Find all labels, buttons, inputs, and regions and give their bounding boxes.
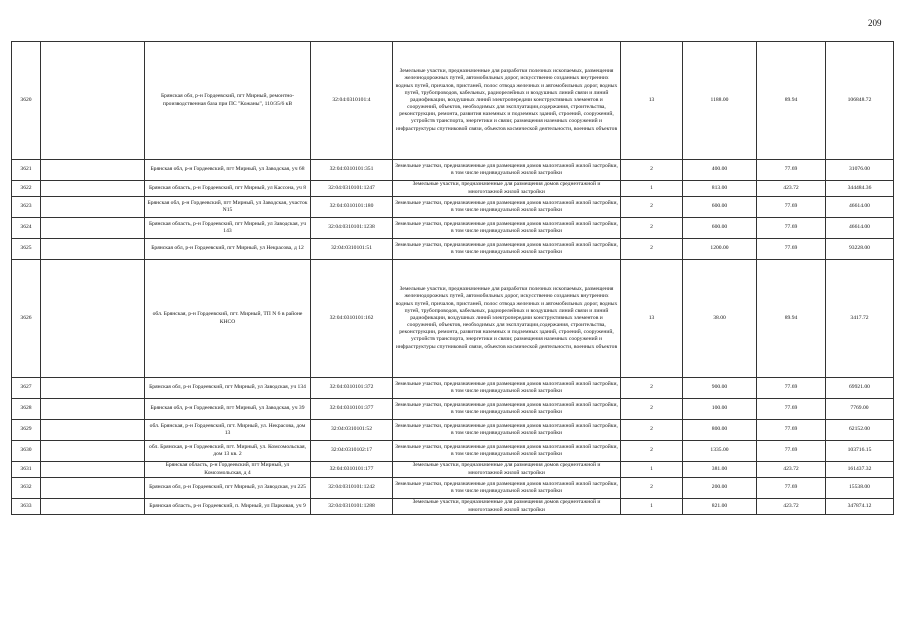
cadastral-number-cell: 32:04:0310101:180 bbox=[311, 197, 393, 218]
group-code-cell: 2 bbox=[621, 218, 683, 239]
cadastral-number-cell: 32:04:0310101:52 bbox=[311, 420, 393, 441]
specific-value-cell: 77.69 bbox=[757, 378, 826, 399]
cadastral-value-cell: 344484.36 bbox=[826, 181, 894, 197]
group-code-cell: 2 bbox=[621, 420, 683, 441]
table-row bbox=[12, 42, 894, 160]
group-code-cell: 2 bbox=[621, 160, 683, 181]
area-cell: 600.00 bbox=[683, 218, 757, 239]
land-use-cell: Земельные участки, предназначенные для размещения домов малоэтажной жилой застройки, в том числе индивидуальной жилой застройки bbox=[393, 420, 621, 441]
row-number: 3629 bbox=[12, 420, 41, 441]
page-number: 209 bbox=[868, 18, 882, 28]
cadastral-value-cell: 7769.00 bbox=[826, 399, 894, 420]
land-use-cell: Земельные участки, предназначенные для размещения домов среднеэтажной и многоэтажной жилой застройки bbox=[393, 181, 621, 197]
specific-value-cell: 77.69 bbox=[757, 399, 826, 420]
area-cell: 1335.00 bbox=[683, 441, 757, 462]
address-cell: Брянская обл, р-н Гордеевский, пгт Мирный, ул Заводская, уч 134 bbox=[145, 378, 311, 399]
row-number: 3624 bbox=[12, 218, 41, 239]
group-code-cell: 1 bbox=[621, 499, 683, 515]
specific-value-cell: 423.72 bbox=[757, 499, 826, 515]
cadastral-value-cell: 347874.12 bbox=[826, 499, 894, 515]
table-row bbox=[12, 239, 894, 260]
table-row bbox=[12, 399, 894, 420]
address-cell: Брянская обл, р-н Гордеевский, пгт Мирный, ул Заводская, участок N15 bbox=[145, 197, 311, 218]
cadastral-value-cell: 161437.32 bbox=[826, 462, 894, 478]
row-number: 3627 bbox=[12, 378, 41, 399]
cadastral-value-cell: 106848.72 bbox=[826, 42, 894, 160]
row-number: 3630 bbox=[12, 441, 41, 462]
specific-value-cell: 77.69 bbox=[757, 160, 826, 181]
row-number: 3621 bbox=[12, 160, 41, 181]
address-cell: Брянская обл, р-н Гордеевский, пгт Мирный, ул Заводская, уч 225 bbox=[145, 478, 311, 499]
blank-cell bbox=[41, 181, 145, 197]
land-use-cell: Земельные участки, предназначенные для размещения домов малоэтажной жилой застройки, в том числе индивидуальной жилой застройки bbox=[393, 478, 621, 499]
blank-cell bbox=[41, 160, 145, 181]
group-code-cell: 2 bbox=[621, 399, 683, 420]
cadastral-number-cell: 32:04:0310101:377 bbox=[311, 399, 393, 420]
area-cell: 600.00 bbox=[683, 197, 757, 218]
land-use-cell: Земельные участки, предназначенные для размещения домов среднеэтажной и многоэтажной жилой застройки bbox=[393, 499, 621, 515]
group-code-cell: 2 bbox=[621, 441, 683, 462]
row-number: 3633 bbox=[12, 499, 41, 515]
cadastral-value-cell: 46614.00 bbox=[826, 197, 894, 218]
cadastral-value-cell: 3417.72 bbox=[826, 260, 894, 378]
group-code-cell: 13 bbox=[621, 42, 683, 160]
table-row bbox=[12, 462, 894, 478]
area-cell: 200.00 bbox=[683, 478, 757, 499]
address-cell: обл. Брянская, р-н Гордеевский, пгт. Мирный, ул. Некрасова, дом 13 bbox=[145, 420, 311, 441]
specific-value-cell: 77.69 bbox=[757, 478, 826, 499]
address-cell: Брянская обл, р-н Гордеевский, пгт Мирный, ул Заводская, уч 39 bbox=[145, 399, 311, 420]
table-row bbox=[12, 197, 894, 218]
blank-cell bbox=[41, 42, 145, 160]
cadastral-value-cell: 69921.00 bbox=[826, 378, 894, 399]
address-cell: обл. Брянская, р-н Гордеевский, пгт. Мирный, ТП N 6 в районе КНСО bbox=[145, 260, 311, 378]
land-use-cell: Земельные участки, предназначенные для размещения домов малоэтажной жилой застройки, в том числе индивидуальной жилой застройки bbox=[393, 218, 621, 239]
table-row bbox=[12, 218, 894, 239]
area-cell: 381.00 bbox=[683, 462, 757, 478]
cadastral-value-cell: 31076.00 bbox=[826, 160, 894, 181]
cadastral-number-cell: 32:04:0310101:177 bbox=[311, 462, 393, 478]
land-use-cell: Земельные участки, предназначенные для разработки полезных ископаемых, размещения железнодорожных путей, автомобильных дорог, искусственно созданных внутренних водных путей, причалов, пристаней, полос отвода железных и автомобильных дорог, водных путей, трубопроводов, кабельных, радиорелейных и воздушных линий связи и линий радиофикации, воздушных линий электропередачи конструктивных элементов и сооружений, объектов, необходимых для эксплуатации,содержания, строительства, реконструкции, ремонта, развития наземных и подземных зданий, строений, сооружений, устройств транспорта, энергетики и связи; размещения наземных сооружений и инфраструктуры спутниковой связи, объектов космической деятельности, военных объектов bbox=[393, 42, 621, 160]
specific-value-cell: 423.72 bbox=[757, 462, 826, 478]
specific-value-cell: 77.69 bbox=[757, 218, 826, 239]
row-number: 3620 bbox=[12, 42, 41, 160]
area-cell: 800.00 bbox=[683, 420, 757, 441]
cadastral-number-cell: 32:04:0310101:4 bbox=[311, 42, 393, 160]
specific-value-cell: 77.69 bbox=[757, 441, 826, 462]
cadastral-value-cell: 15538.00 bbox=[826, 478, 894, 499]
address-cell: Брянская обл, р-н Гордеевский, пгт Мирный, ул Некрасова, д 12 bbox=[145, 239, 311, 260]
cadastral-number-cell: 32:04:0310101:372 bbox=[311, 378, 393, 399]
area-cell: 1188.00 bbox=[683, 42, 757, 160]
land-use-cell: Земельные участки, предназначенные для размещения домов среднеэтажной и многоэтажной жилой застройки bbox=[393, 462, 621, 478]
blank-cell bbox=[41, 260, 145, 378]
address-cell: Брянская область, р-н Гордеевский, пгт Мирный, ул Комсомольская, д 4 bbox=[145, 462, 311, 478]
row-number: 3628 bbox=[12, 399, 41, 420]
cadastral-value-cell: 46614.00 bbox=[826, 218, 894, 239]
blank-cell bbox=[41, 218, 145, 239]
table-row bbox=[12, 181, 894, 197]
cadastral-number-cell: 32:04:0310101:351 bbox=[311, 160, 393, 181]
group-code-cell: 2 bbox=[621, 239, 683, 260]
row-number: 3631 bbox=[12, 462, 41, 478]
land-use-cell: Земельные участки, предназначенные для разработки полезных ископаемых, размещения железнодорожных путей, автомобильных дорог, искусственно созданных внутренних водных путей, причалов, пристаней, полос отвода железных и автомобильных дорог, водных путей, трубопроводов, кабельных, радиорелейных и воздушных линий связи и линий радиофикации, воздушных линий электропередачи конструктивных элементов и сооружений, объектов, необходимых для эксплуатации,содержания, строительства, реконструкции, ремонта, развития наземных и подземных зданий, строений, сооружений, устройств транспорта, энергетики и связи; размещения наземных сооружений и инфраструктуры спутниковой связи, объектов космической деятельности, военных объектов bbox=[393, 260, 621, 378]
table-row bbox=[12, 378, 894, 399]
cadastral-number-cell: 32:04:0310101:1288 bbox=[311, 499, 393, 515]
cadastral-value-cell: 62152.00 bbox=[826, 420, 894, 441]
address-cell: Брянская обл, р-н Гордеевский, пгт Мирный, ул Заводская, уч 68 bbox=[145, 160, 311, 181]
land-use-cell: Земельные участки, предназначенные для размещения домов малоэтажной жилой застройки, в том числе индивидуальной жилой застройки bbox=[393, 239, 621, 260]
specific-value-cell: 77.69 bbox=[757, 420, 826, 441]
blank-cell bbox=[41, 499, 145, 515]
blank-cell bbox=[41, 239, 145, 260]
area-cell: 813.00 bbox=[683, 181, 757, 197]
cadastral-number-cell: 32:04:0310101:1238 bbox=[311, 218, 393, 239]
blank-cell bbox=[41, 399, 145, 420]
table-row bbox=[12, 160, 894, 181]
cadastral-number-cell: 32:04:0310101:162 bbox=[311, 260, 393, 378]
group-code-cell: 2 bbox=[621, 478, 683, 499]
blank-cell bbox=[41, 478, 145, 499]
row-number: 3622 bbox=[12, 181, 41, 197]
land-use-cell: Земельные участки, предназначенные для размещения домов малоэтажной жилой застройки, в том числе индивидуальной жилой застройки bbox=[393, 160, 621, 181]
address-cell: Брянская область, р-н Гордеевский, пгт Мирный, ул Заводская, уч 143 bbox=[145, 218, 311, 239]
blank-cell bbox=[41, 378, 145, 399]
table-row bbox=[12, 478, 894, 499]
blank-cell bbox=[41, 462, 145, 478]
area-cell: 400.00 bbox=[683, 160, 757, 181]
row-number: 3623 bbox=[12, 197, 41, 218]
area-cell: 900.00 bbox=[683, 378, 757, 399]
group-code-cell: 1 bbox=[621, 462, 683, 478]
cadastral-value-cell: 93228.00 bbox=[826, 239, 894, 260]
cadastral-number-cell: 32:04:0310101:1247 bbox=[311, 181, 393, 197]
specific-value-cell: 77.69 bbox=[757, 239, 826, 260]
area-cell: 821.00 bbox=[683, 499, 757, 515]
address-cell: обл. Брянская, р-н Гордеевский, пгт. Мирный, ул. Комсомольская, дом 13 кв. 2 bbox=[145, 441, 311, 462]
blank-cell bbox=[41, 441, 145, 462]
land-use-cell: Земельные участки, предназначенные для размещения домов малоэтажной жилой застройки, в том числе индивидуальной жилой застройки bbox=[393, 441, 621, 462]
cadastral-number-cell: 32:04:0310101:51 bbox=[311, 239, 393, 260]
land-use-cell: Земельные участки, предназначенные для размещения домов малоэтажной жилой застройки, в том числе индивидуальной жилой застройки bbox=[393, 378, 621, 399]
specific-value-cell: 89.94 bbox=[757, 42, 826, 160]
specific-value-cell: 89.94 bbox=[757, 260, 826, 378]
group-code-cell: 2 bbox=[621, 378, 683, 399]
table-row bbox=[12, 441, 894, 462]
table-row bbox=[12, 499, 894, 515]
group-code-cell: 2 bbox=[621, 197, 683, 218]
table-row bbox=[12, 420, 894, 441]
group-code-cell: 13 bbox=[621, 260, 683, 378]
specific-value-cell: 77.69 bbox=[757, 197, 826, 218]
cadastral-number-cell: 32:04:0310101:1242 bbox=[311, 478, 393, 499]
address-cell: Брянская обл, р-н Гордеевский, пгт Мирный, ремонтно-производственная база при ПС "Кожаны", 110/35/6 кВ bbox=[145, 42, 311, 160]
land-use-cell: Земельные участки, предназначенные для размещения домов малоэтажной жилой застройки, в том числе индивидуальной жилой застройки bbox=[393, 399, 621, 420]
table-row bbox=[12, 260, 894, 378]
specific-value-cell: 423.72 bbox=[757, 181, 826, 197]
blank-cell bbox=[41, 420, 145, 441]
row-number: 3632 bbox=[12, 478, 41, 499]
area-cell: 38.00 bbox=[683, 260, 757, 378]
area-cell: 100.00 bbox=[683, 399, 757, 420]
cadastral-value-cell: 103716.15 bbox=[826, 441, 894, 462]
group-code-cell: 1 bbox=[621, 181, 683, 197]
address-cell: Брянская область, р-н Гордеевский, п. Мирный, ул Парковая, уч 9 bbox=[145, 499, 311, 515]
area-cell: 1200.00 bbox=[683, 239, 757, 260]
row-number: 3626 bbox=[12, 260, 41, 378]
row-number: 3625 bbox=[12, 239, 41, 260]
land-use-cell: Земельные участки, предназначенные для размещения домов малоэтажной жилой застройки, в том числе индивидуальной жилой застройки bbox=[393, 197, 621, 218]
blank-cell bbox=[41, 197, 145, 218]
land-cadastral-value-table bbox=[11, 41, 894, 515]
address-cell: Брянская область, р-н Гордеевский, пгт Мирный, ул Кассона, уч 8 bbox=[145, 181, 311, 197]
cadastral-number-cell: 32:04:0310102:17 bbox=[311, 441, 393, 462]
